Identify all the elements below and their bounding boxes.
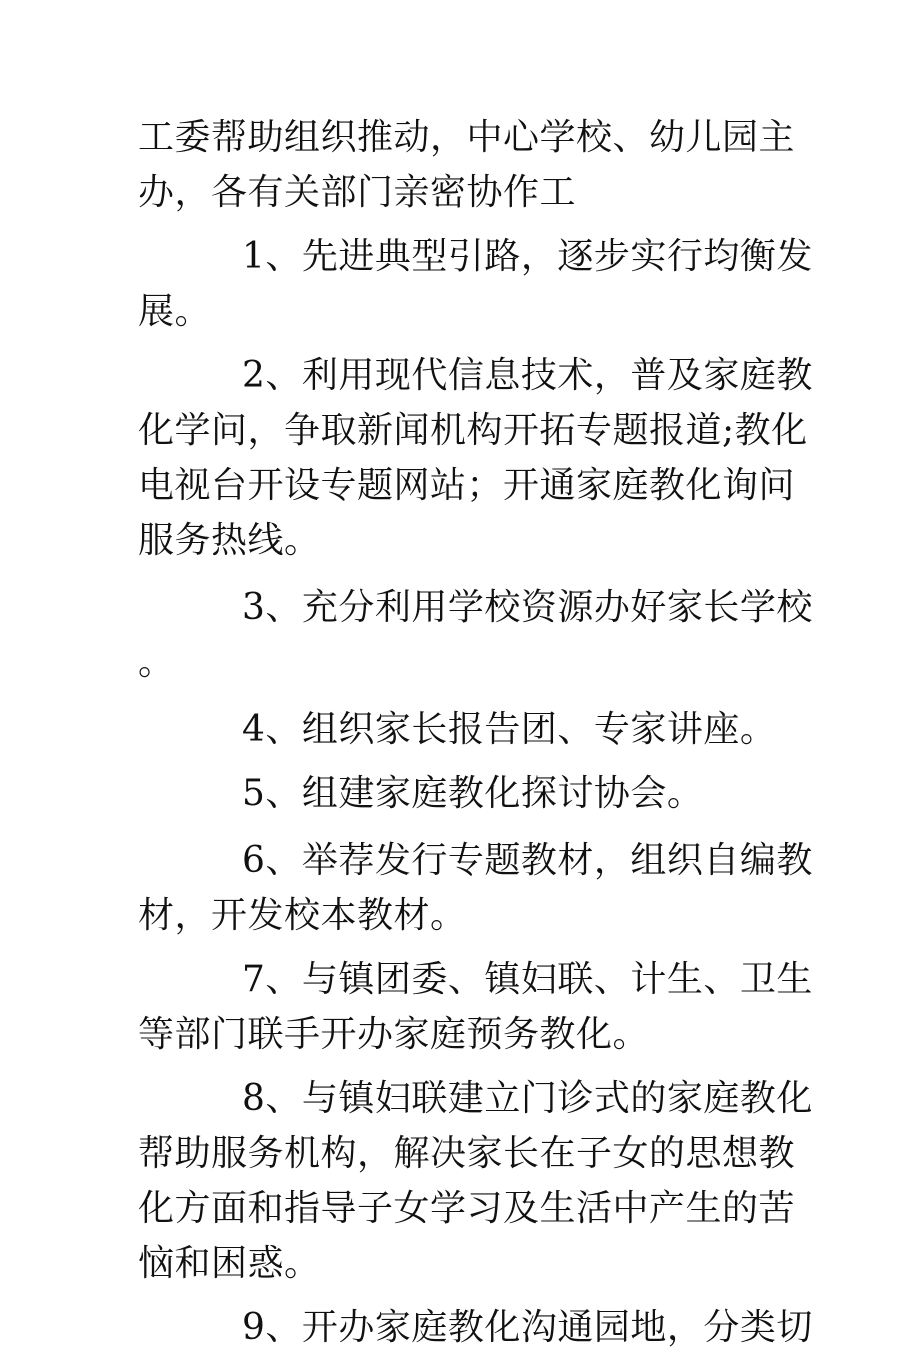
list-item-line: 1、先进典型引路，逐步实行均衡发 — [242, 236, 813, 277]
list-item-line: 7、与镇团委、镇妇联、计生、卫生 — [242, 959, 813, 1000]
list-item-line: 6、举荐发行专题教材，组织自编教 — [242, 840, 813, 881]
list-item-5 — [138, 766, 786, 821]
list-item-line: 化学问，争取新闻机构开拓专题报道;教化 — [138, 410, 808, 451]
list-item-9 — [138, 1300, 813, 1355]
list-item-4 — [138, 702, 786, 757]
list-item-6 — [138, 833, 813, 943]
list-item-line: 5、组建家庭教化探讨协会。 — [242, 773, 704, 814]
list-item-line: 8、与镇妇联建立门诊式的家庭教化 — [242, 1078, 813, 1119]
list-item-line: 服务热线。 — [138, 520, 321, 561]
list-item-line: 。 — [138, 642, 175, 683]
list-item-line: 等部门联手开办家庭预务教化。 — [138, 1014, 650, 1055]
list-item-line: 化方面和指导子女学习及生活中产生的苦 — [138, 1188, 796, 1229]
list-item-line: 3、充分利用学校资源办好家长学校 — [242, 587, 813, 628]
list-item-line: 恼和困惑。 — [138, 1243, 321, 1284]
intro-line: 办，各有关部门亲密协作工 — [138, 172, 577, 213]
list-item-2 — [138, 348, 813, 568]
list-item-line: 2、利用现代信息技术，普及家庭教 — [242, 355, 813, 396]
list-item-1 — [138, 229, 813, 339]
document-body — [138, 110, 813, 1355]
list-item-7 — [138, 952, 813, 1062]
list-item-line: 9、开办家庭教化沟通园地，分类切 — [242, 1307, 813, 1348]
list-item-8 — [138, 1071, 813, 1291]
list-item-line: 材，开发校本教材。 — [138, 895, 467, 936]
list-item-3 — [138, 580, 813, 690]
list-item-line: 帮助服务机构，解决家长在子女的思想教 — [138, 1133, 796, 1174]
list-item-line: 4、组织家长报告团、专家讲座。 — [242, 709, 777, 750]
list-item-line: 电视台开设专题网站；开通家庭教化询问 — [138, 465, 796, 506]
intro-line: 工委帮助组织推动，中心学校、幼儿园主 — [138, 117, 796, 158]
list-item-line: 展。 — [138, 291, 212, 332]
